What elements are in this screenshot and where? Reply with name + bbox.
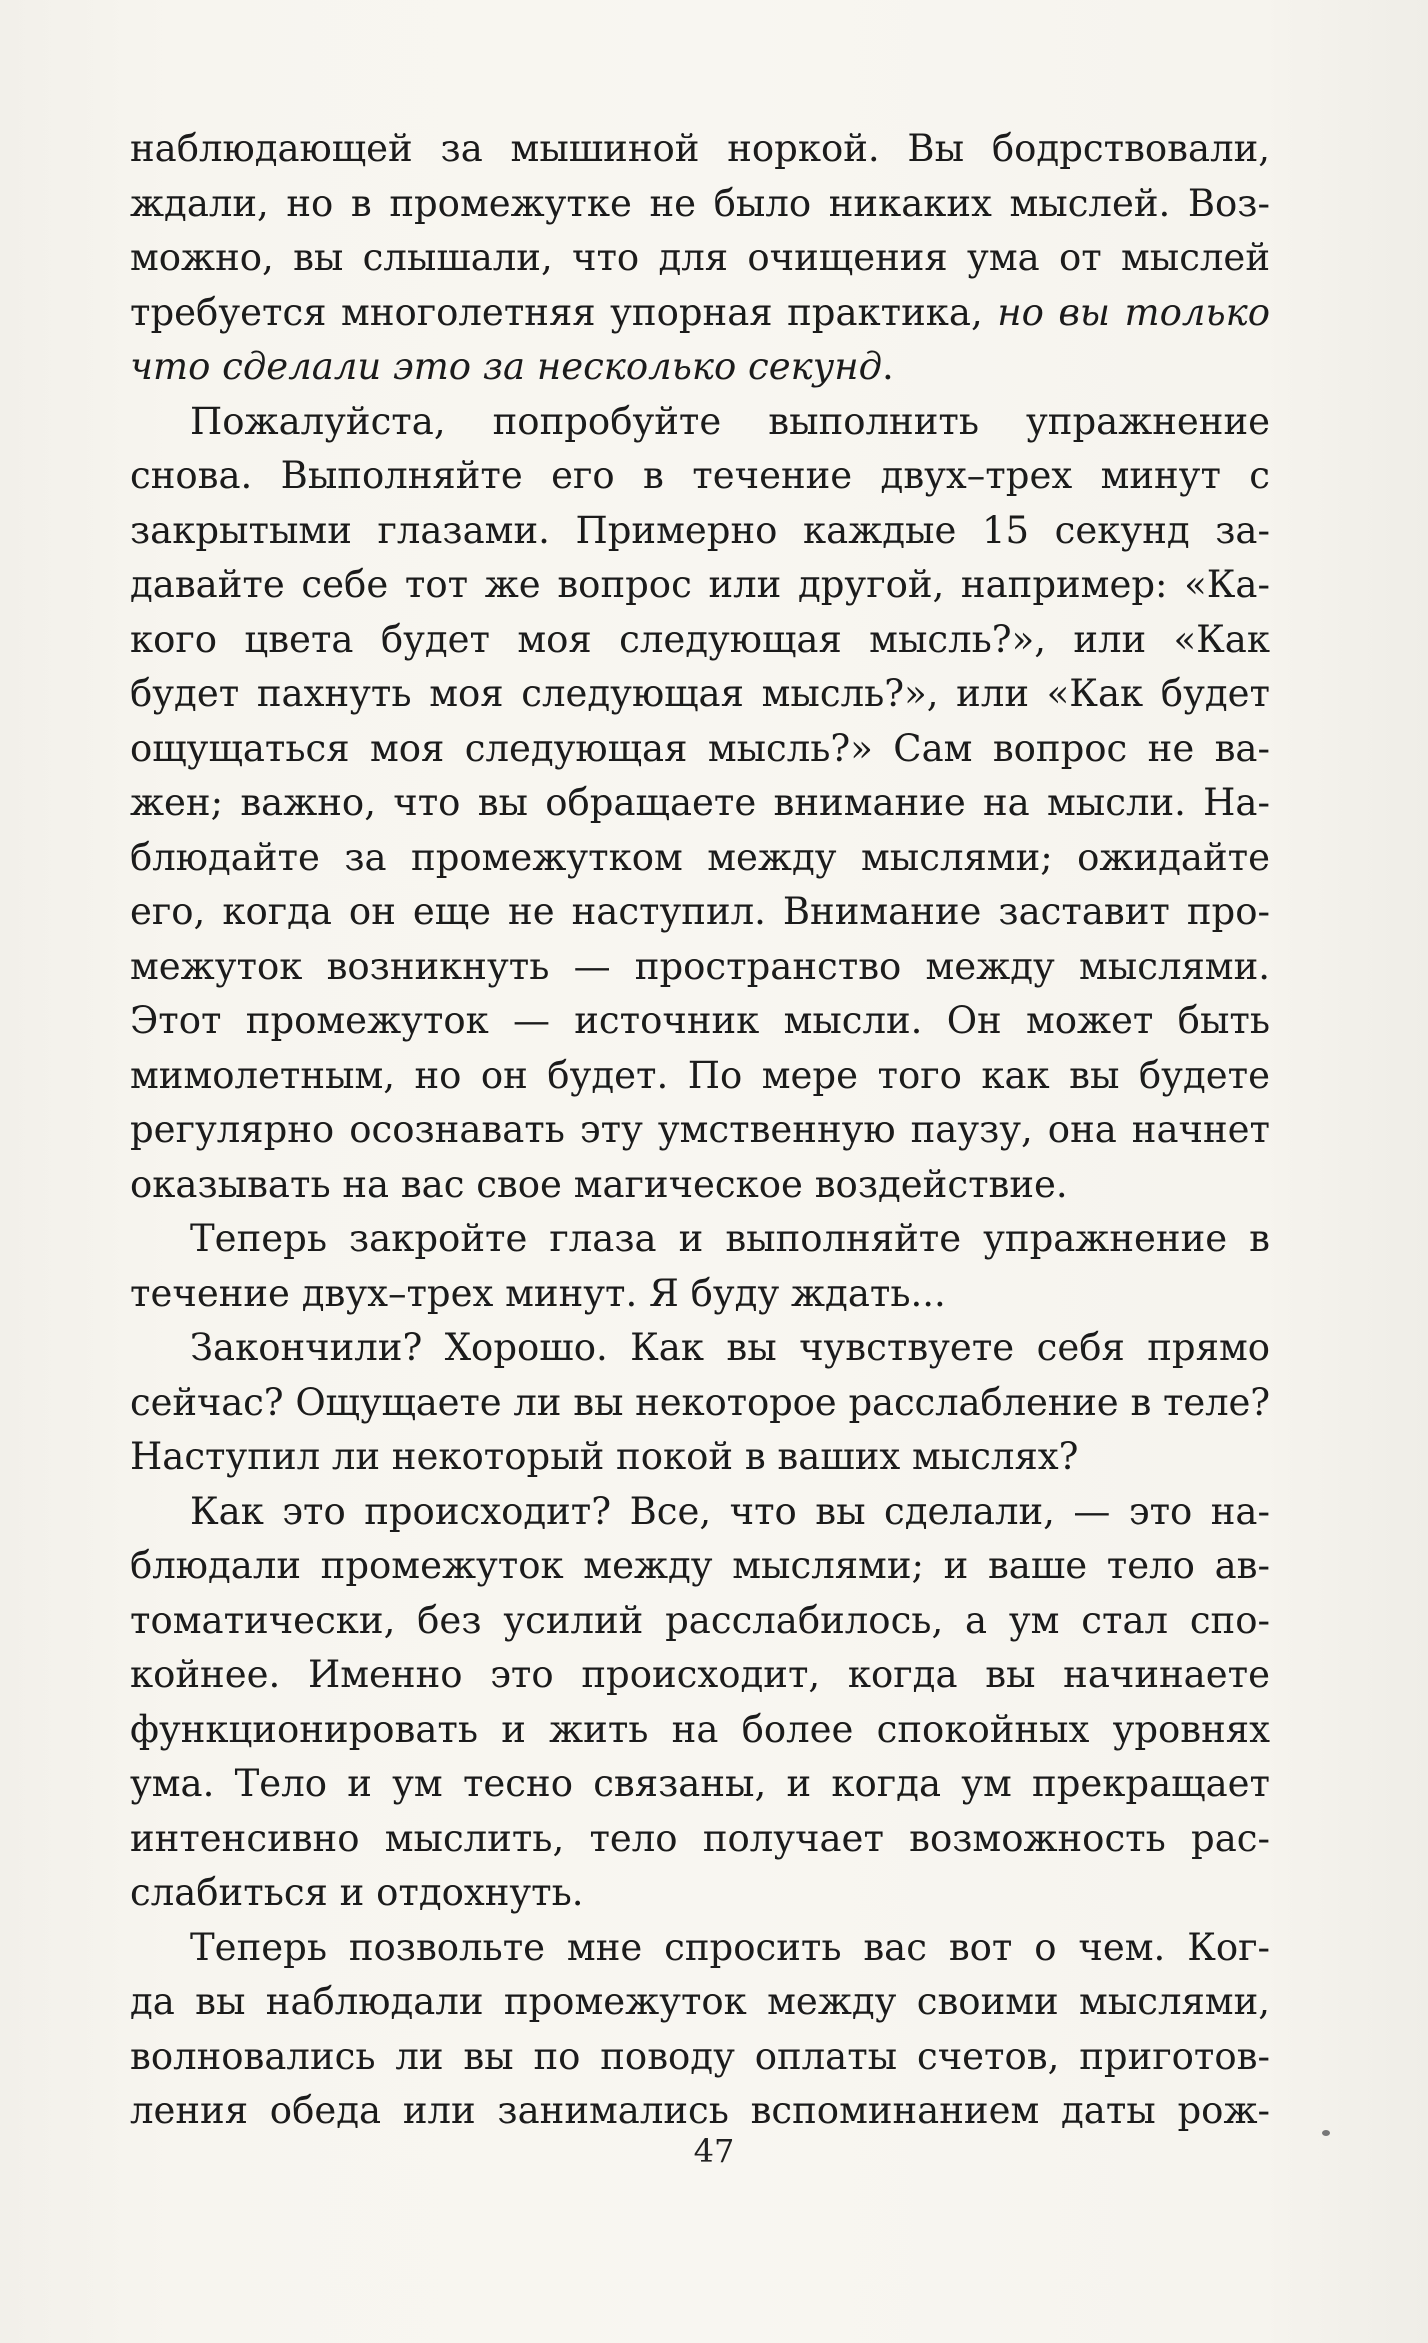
text-line: можно, вы слышали, что для очищения ума от мыслей [130, 236, 1270, 279]
text-line: Этот промежуток — источник мысли. Он может быть [130, 999, 1270, 1042]
text-line: ума. Тело и ум тесно связаны, и когда ум прекращает [130, 1762, 1270, 1805]
text-line: да вы наблюдали промежуток между своими мыслями, [130, 1980, 1270, 2023]
text-line: Теперь позвольте мне спросить вас вот о чем. Ког- [190, 1925, 1270, 1969]
text-line: закрытыми глазами. Примерно каждые 15 секунд за- [130, 508, 1270, 552]
text-line: наблюдающей за мышиной норкой. Вы бодрствовали, [130, 127, 1270, 170]
text-line: ления обеда или занимались вспоминанием даты рож- [130, 2089, 1270, 2132]
text-line: мимолетным, но он будет. По мере того как вы будете [130, 1053, 1270, 1097]
text-line: регулярно осознавать эту умственную паузу, она начнет [130, 1108, 1270, 1151]
text-line: функционировать и жить на более спокойных уровнях [130, 1707, 1270, 1751]
text-line: ждали, но в промежутке не было никаких мыслей. Воз- [130, 181, 1270, 225]
text-line: койнее. Именно это происходит, когда вы начинаете [130, 1653, 1270, 1696]
text-line: оказывать на вас свое магическое воздействие. [130, 1162, 1068, 1206]
text-line [130, 286, 1270, 341]
text-line: слабиться и отдохнуть. [130, 1871, 584, 1914]
text-line: течение двух–трех минут. Я буду ждать... [130, 1271, 946, 1315]
text-line: его, когда он еще не наступил. Внимание заставит про- [130, 890, 1270, 933]
text-line: давайте себе тот же вопрос или другой, например: «Ка- [130, 563, 1270, 606]
page-number: 47 [693, 2132, 735, 2170]
paragraph-1 [130, 122, 1270, 395]
text-line: жен; важно, что вы обращаете внимание на мысли. На- [130, 781, 1270, 824]
text-line: кого цвета будет моя следующая мысль?», или «Как [130, 617, 1270, 661]
text-line: блюдали промежуток между мыслями; и ваше тело ав- [130, 1544, 1270, 1587]
text-line: Теперь закройте глаза и выполняйте упражнение в [190, 1217, 1270, 1260]
text-line: Как это происходит? Все, что вы сделали, — это на- [190, 1489, 1270, 1533]
text-line: блюдайте за промежутком между мыслями; ожидайте [130, 835, 1270, 879]
text-line: Закончили? Хорошо. Как вы чувствуете себя прямо [190, 1326, 1270, 1369]
paragraph-2 [130, 395, 1270, 1213]
text-segment: требуется многолетняя упорная практика, [130, 290, 998, 334]
paragraph-4 [130, 1321, 1270, 1485]
text-line: снова. Выполняйте его в течение двух–трех минут с [130, 454, 1270, 497]
italic-text: что сделали это за несколько секунд [130, 345, 883, 388]
paragraph-3 [130, 1212, 1270, 1321]
text-segment: . [882, 345, 894, 388]
text-line: межуток возникнуть — пространство между мыслями. [130, 944, 1270, 988]
paper-speck [1322, 2130, 1330, 2136]
text-line: Наступил ли некоторый покой в ваших мыслях? [130, 1435, 1079, 1478]
text-line: волновались ли вы по поводу оплаты счетов, приготов- [130, 2034, 1270, 2078]
text-line: ощущаться моя следующая мысль?» Сам вопрос не ва- [130, 726, 1270, 770]
text-line: сейчас? Ощущаете ли вы некоторое расслабление в теле? [130, 1380, 1270, 1424]
text-line: интенсивно мыслить, тело получает возможность рас- [130, 1816, 1270, 1860]
body-text [130, 122, 1270, 2139]
text-line [130, 340, 1270, 395]
paragraph-6 [130, 1921, 1270, 2139]
text-line: томатически, без усилий расслабилось, а ум стал спо- [130, 1598, 1270, 1642]
text-line: будет пахнуть моя следующая мысль?», или «Как будет [130, 672, 1270, 715]
italic-text: но вы только [997, 290, 1270, 334]
text-line: Пожалуйста, попробуйте выполнить упражнение [190, 399, 1270, 443]
paragraph-5 [130, 1485, 1270, 1921]
